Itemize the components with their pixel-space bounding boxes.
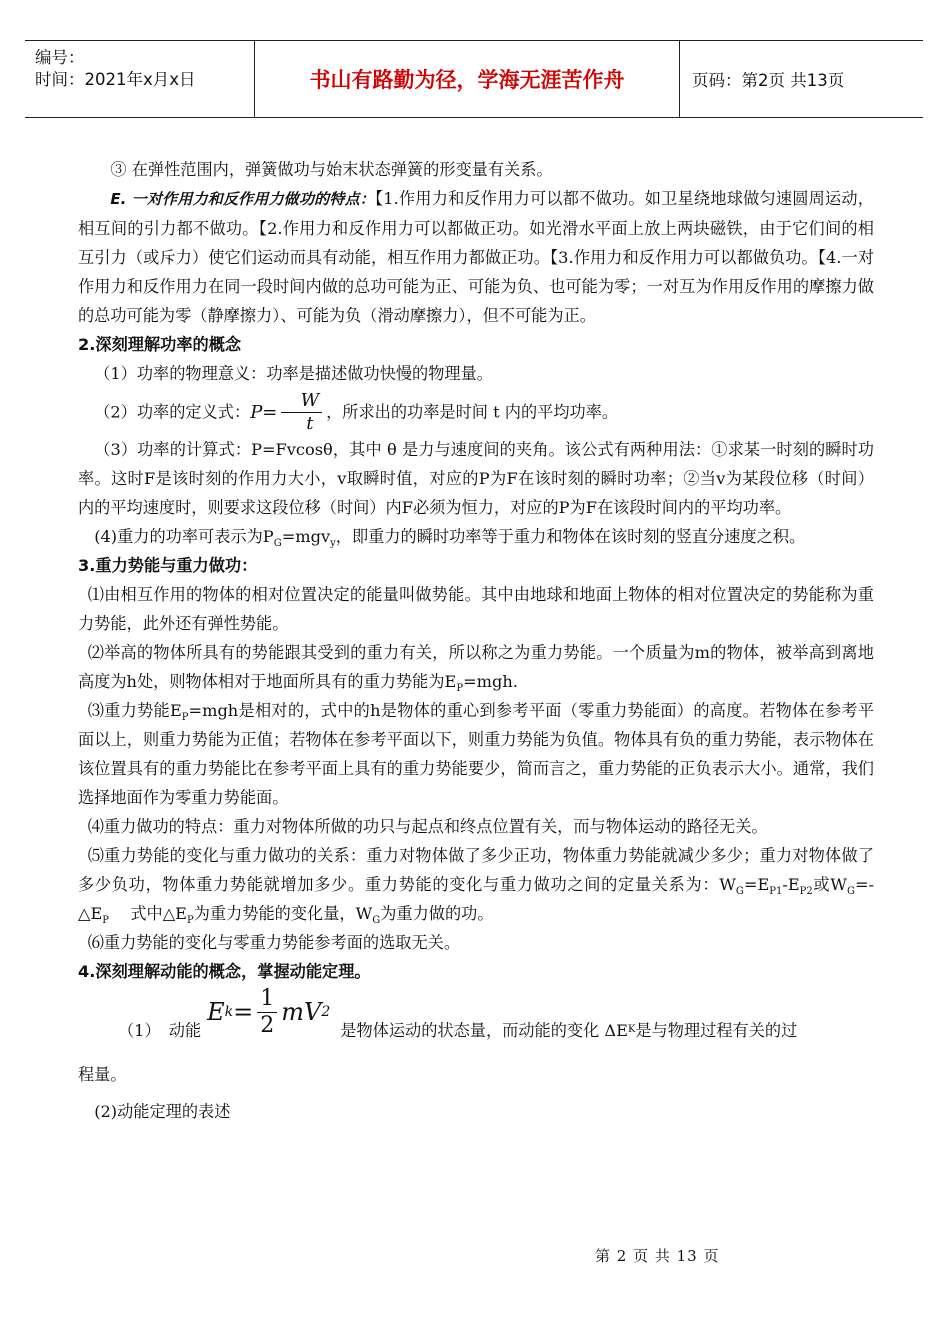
power-fraction bbox=[281, 390, 322, 435]
paragraph-s2-4 bbox=[78, 522, 874, 551]
s3-5-c: -E bbox=[782, 875, 800, 894]
s3-5-sub5: P bbox=[102, 915, 109, 927]
s3-5-b: =E bbox=[743, 875, 770, 894]
paragraph-s3-6: ⑹重力势能的变化与零重力势能参考面的选取无关。 bbox=[87, 933, 461, 952]
s3-5-f: 式中△E bbox=[109, 904, 187, 923]
number-label: 编号： bbox=[35, 48, 85, 67]
ek-fraction bbox=[257, 986, 277, 1039]
s3-2-a: ⑵举高的物体所具有的势能跟其受到的重力有关，所以称之为重力势能。一个质量为m的物体，被举高到离地高度为h处，则物体相对于地面所具有的重力势能为E bbox=[78, 643, 874, 691]
section-2-title: 2.深刻理解功率的概念 bbox=[78, 335, 242, 354]
page-footer: 第 2 页 共 13 页 bbox=[595, 1247, 720, 1265]
paragraph-s2-3: （3）功率的计算式：P=Fvcosθ，其中 θ 是力与速度间的夹角。该公式有两种用法：①求某一时刻的瞬时功率。这时F是该时刻的作用力大小，v取瞬时值，对应的P为F在该时刻的瞬时功率；②当v为某段位移（时间）内的平均速度时，则要求这段位移（时间）内F必须为恒力，对应的P为F在该段时间内的平均功率。 bbox=[78, 440, 874, 517]
paragraph-s3-5 bbox=[78, 841, 874, 928]
power-fraction-den: t bbox=[306, 413, 314, 434]
s2-4-a: (4)重力的功率可表示为P bbox=[94, 527, 274, 546]
ek-fraction-num: 1 bbox=[257, 986, 277, 1013]
power-fraction-num: W bbox=[281, 390, 322, 413]
s3-5-a: ⑸重力势能的变化与重力做功的关系：重力对物体做了多少正功，物体重力势能就减少多少；重力对物体做了多少负功，物体重力势能就增加多少。重力势能的变化与重力做功之间的定量关系为：W bbox=[78, 846, 874, 894]
header-meta bbox=[25, 41, 255, 117]
ek-sup: 2 bbox=[321, 1003, 331, 1020]
s3-5-e: =-△E bbox=[78, 875, 874, 923]
s3-5-sub4: G bbox=[846, 886, 855, 898]
s2-4-sub1: G bbox=[273, 538, 282, 550]
section-e-body: 【1.作用力和反作用力可以都不做功。如卫星绕地球做匀速圆周运动，相互间的引力都不做功。【2.作用力和反作用力可以都做正功。如光滑水平面上放上两块磁铁，由于它们间的相互引力（或斥力）使它们运动而具有动能，相互作用力都做正功。【3.作用力和反作用力可以都做负功。【4.一对作用力和反作用力在同一段时间内做的总功可能为正、可能为负、也可能为零；一对互为作用反作用的摩擦力做的总功可能为零（静摩擦力）、可能为负（滑动摩擦力），但不可能为正。 bbox=[78, 189, 874, 325]
paragraph-item3: ③ 在弹性范围内，弹簧做功与始末状态弹簧的形变量有关系。 bbox=[110, 160, 553, 179]
header-page-code: 页码：第2页 共13页 bbox=[692, 71, 845, 90]
paragraph-s2-1: （1）功率的物理意义：功率是描述做功快慢的物理量。 bbox=[94, 364, 493, 383]
paragraph-s4-1: （1） 动能 E k = $\frac{1}{2}$ mV 2 是物体运动的状态量，而动能的变化 ΔE K 是与物理过程有关的过 bbox=[78, 986, 874, 1074]
paragraph-s3-4: ⑷重力做功的特点：重力对物体所做的功只与起点和终点位置有关，而与物体运动的路径无关。 bbox=[87, 817, 768, 836]
time-label: 时间：2021年x月x日 bbox=[35, 70, 196, 89]
paragraph-section-e bbox=[78, 184, 874, 330]
s2-2-pre: （2）功率的定义式： bbox=[94, 402, 251, 422]
s2-4-sub2: y bbox=[330, 538, 336, 550]
page-header bbox=[25, 40, 923, 118]
power-formula bbox=[250, 390, 326, 434]
section-4-title: 4.深刻理解动能的概念，掌握动能定理。 bbox=[78, 962, 371, 981]
s3-5-sub3: P2 bbox=[799, 886, 813, 898]
ek-rhs: mV bbox=[281, 997, 322, 1026]
section-3-title: 3.重力势能与重力做功： bbox=[78, 556, 258, 575]
s3-3-sub: P bbox=[181, 712, 189, 724]
ek-lhs: E bbox=[207, 997, 225, 1026]
s2-4-c: ，即重力的瞬时功率等于重力和物体在该时刻的竖直分速度之积。 bbox=[335, 527, 806, 546]
s3-5-h: 为重力做的功。 bbox=[380, 904, 494, 923]
s3-5-sub2: P1 bbox=[769, 886, 783, 898]
paragraph-s2-2 bbox=[78, 390, 874, 435]
paragraph-s3-3 bbox=[78, 696, 874, 812]
paragraph-s4-2: (2)动能定理的表述 bbox=[94, 1102, 231, 1121]
s3-2-end: =mgh. bbox=[463, 672, 518, 691]
header-motto: 书山有路勤为径，学海无涯苦作舟 bbox=[255, 41, 680, 117]
s3-5-g: 为重力势能的变化量，W bbox=[193, 904, 373, 923]
document-body bbox=[78, 155, 874, 1126]
paragraph-s3-2 bbox=[78, 638, 874, 696]
s3-3-b: =mgh是相对的，式中的h是物体的重心到参考平面（零重力势能面）的高度。若物体在参考平面以上，则重力势能为正值；若物体在参考平面以下，则重力势能为负值。物体具有负的重力势能，表示物体在该位置具有的重力势能比在参考平面上具有的重力势能要少，简而言之，重力势能的正负表示大小。通常，我们选择地面作为零重力势能面。 bbox=[78, 701, 875, 807]
ek-eq: = bbox=[233, 997, 254, 1026]
s3-5-sub7: G bbox=[372, 915, 381, 927]
power-formula-lhs: P= bbox=[250, 401, 278, 423]
s4-1-post: 是物体运动的状态量，而动能的变化 ΔE bbox=[340, 1020, 628, 1040]
s4-1-pre: （1） 动能 bbox=[118, 1020, 202, 1040]
paragraph-s3-1: ⑴由相互作用的物体的相对位置决定的能量叫做势能。其中由地球和地面上物体的相对位置决定的势能称为重力势能，此外还有弹性势能。 bbox=[78, 585, 874, 633]
s4-1-end: 是与物理过程有关的过 bbox=[635, 1020, 798, 1040]
ek-fraction-den: 2 bbox=[260, 1012, 275, 1038]
kinetic-energy-formula: E k = $\frac{1}{2}$ mV 2 bbox=[207, 985, 331, 1038]
paragraph-s4-1-cont: 程量。 bbox=[78, 1065, 127, 1084]
s3-5-sub1: G bbox=[735, 886, 744, 898]
s2-4-b: =mgv bbox=[281, 527, 331, 546]
section-e-title: E. 一对作用力和反作用力做功的特点： bbox=[110, 190, 375, 208]
s3-5-sub6: P bbox=[186, 915, 194, 927]
s3-2-sub: P bbox=[456, 683, 464, 695]
s3-5-d: 或W bbox=[812, 875, 847, 894]
s3-3-a: ⑶重力势能E bbox=[87, 701, 182, 720]
s2-2-post: ，所求出的功率是时间 t 内的平均功率。 bbox=[326, 402, 619, 422]
